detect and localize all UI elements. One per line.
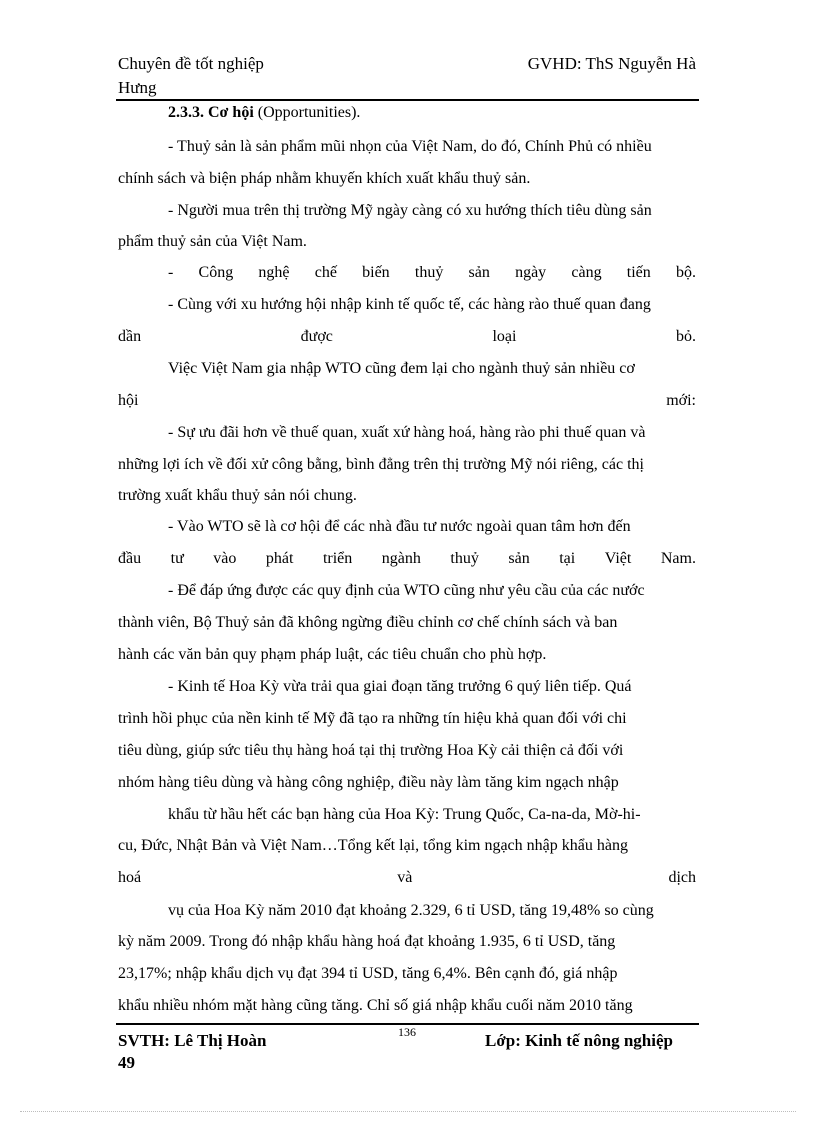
- paragraph-line: vụ của Hoa Kỳ năm 2010 đạt khoảng 2.329, 6 tỉ USD, tăng 19,48% so cùng: [168, 902, 654, 919]
- justified-word: ngày: [515, 264, 547, 281]
- justified-word: dần: [118, 328, 142, 345]
- justified-word: bỏ.: [675, 328, 696, 345]
- justified-word: càng: [571, 264, 602, 281]
- justified-word: hội: [118, 392, 139, 409]
- justified-word: triển: [322, 550, 353, 567]
- justified-word: loại: [492, 328, 517, 345]
- justified-word: thuỷ: [450, 550, 479, 567]
- paragraph-line: - Kinh tế Hoa Kỳ vừa trải qua giai đoạn tăng trưởng 6 quý liên tiếp. Quá: [168, 678, 632, 695]
- paragraph-line: - Để đáp ứng được các quy định của WTO cũng như yêu cầu của các nước: [168, 582, 645, 599]
- paragraph-line: khẩu nhiều nhóm mặt hàng cũng tăng. Chỉ số giá nhập khẩu cuối năm 2010 tăng: [118, 997, 633, 1014]
- justified-word: mới:: [666, 392, 696, 409]
- header-advisor: GVHD: ThS Nguyễn Hà: [527, 54, 696, 73]
- section-heading-subtitle: (Opportunities).: [257, 104, 361, 121]
- justified-word: tại: [559, 550, 576, 567]
- paragraph-line: Việc Việt Nam gia nhập WTO cũng đem lại cho ngành thuỷ sản nhiều cơ: [168, 360, 635, 377]
- justified-word: Công: [198, 264, 234, 281]
- footer-student-continued: 49: [118, 1053, 135, 1072]
- justified-line: [118, 868, 696, 888]
- justified-word: chế: [314, 264, 337, 281]
- footer-student: SVTH: Lê Thị Hoàn: [118, 1031, 267, 1050]
- justified-line: [118, 391, 696, 411]
- paragraph-line: chính sách và biện pháp nhằm khuyến khích xuất khẩu thuỷ sản.: [118, 170, 531, 187]
- page-number: 136: [398, 1025, 416, 1039]
- justified-line: [118, 549, 696, 569]
- header-title-continued: Hưng: [118, 78, 157, 97]
- justified-word: phát: [265, 550, 294, 567]
- justified-word: nghệ: [258, 264, 290, 281]
- section-heading-number: 2.3.3. Cơ hội: [168, 104, 258, 121]
- paragraph-line: thành viên, Bộ Thuỷ sản đã không ngừng điều chỉnh cơ chế chính sách và ban: [118, 614, 618, 631]
- paragraph-line: nhóm hàng tiêu dùng và hàng công nghiệp, điều này làm tăng kim ngạch nhập: [118, 774, 619, 791]
- paragraph-line: - Thuỷ sản là sản phẩm mũi nhọn của Việt Nam, do đó, Chính Phủ có nhiều: [168, 138, 652, 155]
- paragraph-line: trình hồi phục của nền kinh tế Mỹ đã tạo ra những tín hiệu khả quan đối với chi: [118, 710, 627, 727]
- section-heading: [168, 104, 360, 122]
- paragraph-line: - Vào WTO sẽ là cơ hội để các nhà đầu tư nước ngoài quan tâm hơn đến: [168, 518, 631, 535]
- paragraph-line: 23,17%; nhập khẩu dịch vụ đạt 394 tỉ USD, tăng 6,4%. Bên cạnh đó, giá nhập: [118, 965, 618, 982]
- paragraph-line: trường xuất khẩu thuỷ sản nói chung.: [118, 487, 357, 504]
- justified-word: biến: [362, 264, 390, 281]
- justified-word: sản: [508, 550, 530, 567]
- justified-word: dịch: [668, 869, 696, 886]
- justified-word: hoá: [118, 869, 142, 886]
- justified-word: ngành: [381, 550, 421, 567]
- header-rule: [116, 99, 699, 101]
- paragraph-line: tiêu dùng, giúp sức tiêu thụ hàng hoá tại thị trường Hoa Kỳ cải thiện cả đối với: [118, 742, 624, 759]
- justified-word: vào: [213, 550, 237, 567]
- justified-word: tiến: [626, 264, 651, 281]
- justified-word: thuỷ: [414, 264, 444, 281]
- justified-word: tư: [170, 550, 184, 567]
- justified-word: sản: [468, 264, 490, 281]
- justified-line: [168, 263, 696, 283]
- paragraph-line: - Người mua trên thị trường Mỹ ngày càng có xu hướng thích tiêu dùng sản: [168, 202, 652, 219]
- paragraph-line: - Cùng với xu hướng hội nhập kinh tế quốc tế, các hàng rào thuế quan đang: [168, 296, 651, 313]
- justified-word: Nam.: [660, 550, 696, 567]
- paragraph-line: cu, Đức, Nhật Bản và Việt Nam…Tổng kết lại, tổng kim ngạch nhập khẩu hàng: [118, 837, 628, 854]
- paragraph-line: khẩu từ hầu hết các bạn hàng của Hoa Kỳ: Trung Quốc, Ca-na-da, Mờ-hi-: [168, 806, 641, 823]
- justified-word: bộ.: [675, 264, 696, 281]
- paragraph-line: kỳ năm 2009. Trong đó nhập khẩu hàng hoá đạt khoảng 1.935, 6 tỉ USD, tăng: [118, 933, 616, 950]
- header-title: Chuyên đề tốt nghiệp: [118, 54, 264, 73]
- paragraph-line: những lợi ích về đối xử công bằng, bình đẳng trên thị trường Mỹ nói riêng, các thị: [118, 456, 644, 473]
- footer-class: Lớp: Kinh tế nông nghiệp: [485, 1031, 673, 1050]
- paragraph-line: - Sự ưu đãi hơn về thuế quan, xuất xứ hàng hoá, hàng rào phi thuế quan và: [168, 424, 646, 441]
- justified-word: được: [300, 328, 333, 345]
- page-edge-dotted-line: [20, 1111, 796, 1112]
- justified-line: [118, 327, 696, 347]
- paragraph-line: phẩm thuỷ sản của Việt Nam.: [118, 233, 307, 250]
- justified-word: -: [168, 264, 174, 281]
- justified-word: và: [397, 869, 413, 886]
- justified-word: đầu: [118, 550, 142, 567]
- paragraph-line: hành các văn bản quy phạm pháp luật, các tiêu chuẩn cho phù hợp.: [118, 646, 547, 663]
- justified-word: Việt: [604, 550, 632, 567]
